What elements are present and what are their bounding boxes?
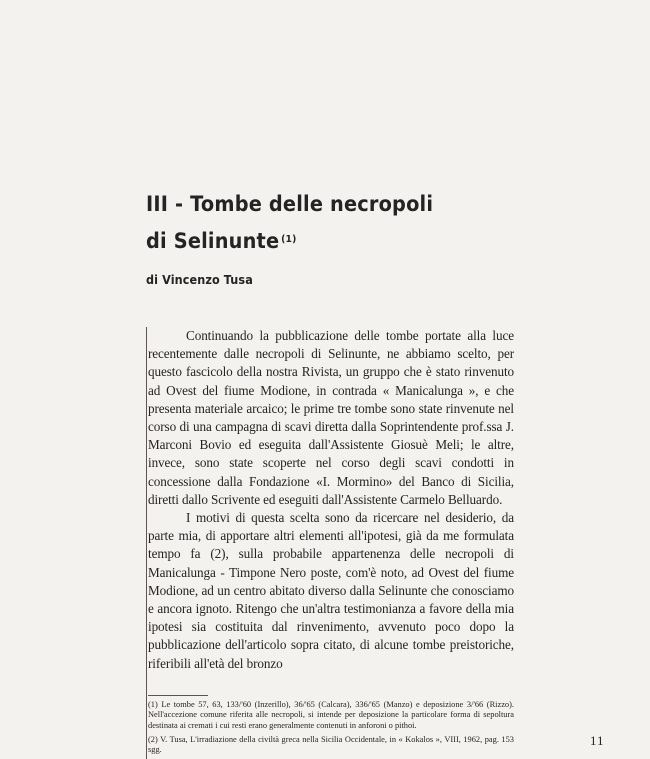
title-line-2: di Selinunte bbox=[146, 229, 280, 253]
title-line-1: III - Tombe delle necropoli bbox=[146, 192, 434, 216]
footnote-2: (2) V. Tusa, L'irradiazione della civiltà greca nella Sicilia Occidentale, in « Kokalos », VIII, 1962, pag. 153 sgg. bbox=[148, 734, 514, 755]
page-number: 11 bbox=[590, 733, 605, 748]
article-body bbox=[146, 327, 517, 759]
footnote-divider bbox=[148, 695, 208, 696]
footnote-1: (1) Le tombe 57, 63, 133/'60 (Inzerillo), 36/'65 (Calcara), 336/'65 (Manzo) e deposizione 3/'66 (Rizzo). Nell'accezione comune riferita alle necropoli, si intende per deposizione la particolare forma di sepoltura destinata ai cremati i cui resti erano generalmente contenuti in anforoni o pithoi. bbox=[148, 699, 514, 731]
footnotes bbox=[148, 695, 514, 756]
paragraph-1: Continuando la pubblicazione delle tombe portate alla luce recentemente dalle necropoli di Selinunte, ne abbiamo scelto, per questo fascicolo della nostra Rivista, un gruppo che è stato rinvenuto ad Ovest del fiume Modione, in contrada « Manicalunga », e che presenta materiale arcaico; le prime tre tombe sono state rinvenute nel corso di una campagna di scavi diretta dalla Soprintendente prof.ssa J. Marconi Bovio ed eseguita dall'Assistente Giosuè Meli; le altre, invece, sono state scoperte nel corso degli scavi condotti in concessione dalla Fondazione «I. Mormino» del Banco di Sicilia, diretti dallo Scrivente ed eseguiti dall'Assistente Carmelo Belluardo. bbox=[148, 328, 514, 507]
title-footnote-ref: (1) bbox=[281, 234, 297, 245]
paragraph-2: I motivi di questa scelta sono da ricercare nel desiderio, da parte mia, di apportare altri elementi all'ipotesi, già da me formulata tempo fa (2), sulla probabile appartenenza delle necropoli di Manicalunga - Timpone Nero poste, com'è noto, ad Ovest del fiume Modione, ad un centro abitato diverso dalla Selinunte che conosciamo e ancora ignoto. Ritengo che un'altra testimonianza a favore della mia ipotesi sia costituita dal rinvenimento, avvenuto poco dopo la pubblicazione dell'articolo sopra citato, di alcune tombe preistoriche, riferibili all'età del bronzo bbox=[148, 510, 514, 671]
author-byline: di Vincenzo Tusa bbox=[146, 272, 253, 287]
article-title bbox=[146, 187, 433, 259]
body-text bbox=[148, 327, 514, 673]
